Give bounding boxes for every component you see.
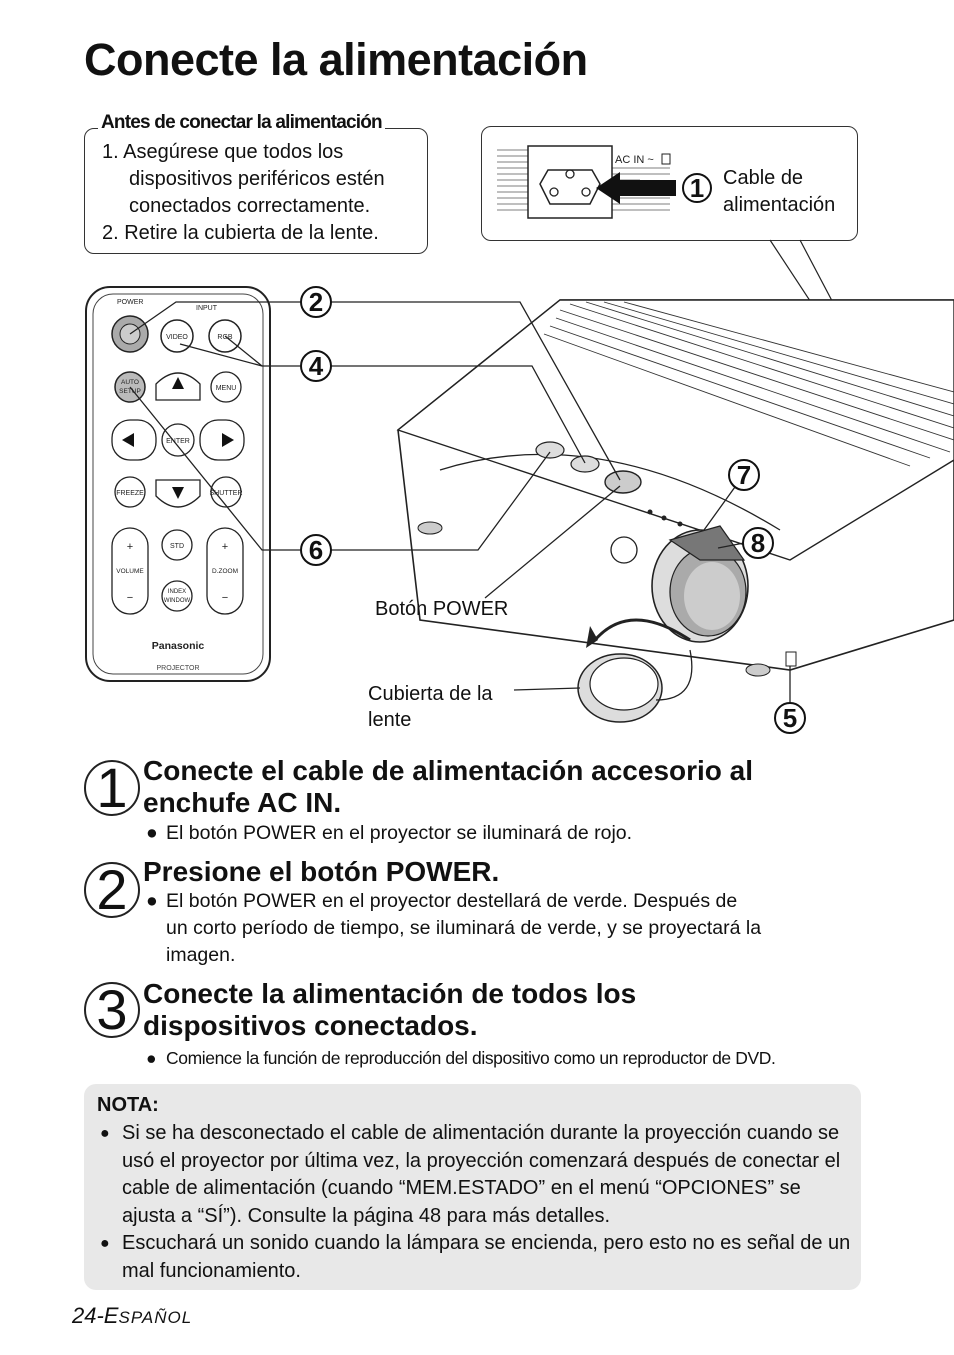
step-note-text: un corto período de tiempo, se iluminará de verde, y se proyectará la [166, 917, 762, 939]
remote-zoom-plus: + [221, 541, 229, 553]
step-note: ● El botón POWER en el proyector se iluminará de rojo. [146, 822, 633, 844]
note-list [100, 1120, 852, 1285]
remote-freeze-label: FREEZE [116, 490, 144, 497]
remote-zoom-minus: − [221, 592, 229, 604]
step-number: 1 [84, 760, 140, 816]
lens-cover-label-line: Cubierta de la [368, 683, 493, 705]
callout-4: 4 [308, 351, 324, 381]
power-button-label: Botón POWER [375, 598, 509, 620]
step-heading-line: enchufe AC IN. [143, 787, 342, 818]
step-number: 3 [84, 982, 140, 1038]
remote-setup-label: SETUP [119, 388, 141, 395]
page-title: Conecte la alimentación [84, 34, 588, 85]
step-heading-line: Conecte el cable de alimentación accesorio al [143, 755, 754, 786]
note-item: ● Escuchará un sonido cuando la lámpara se encienda, pero esto no es señal de un mal funcionamiento. [100, 1230, 852, 1285]
remote-shutter-label: SHUTTER [209, 490, 243, 497]
callout-8: 8 [750, 528, 766, 558]
note-item: ● Si se ha desconectado el cable de alimentación durante la proyección cuando se usó el proyector por última vez, la proyección comenzará después de conectar el cable de alimentación (cuando “MEM.ESTADO” en el menú “OPCIONES” se ajusta a “SÍ”). Consulte la página 48 para más detalles. [100, 1120, 852, 1230]
remote-model: PROJECTOR [156, 665, 200, 672]
callout-7: 7 [736, 460, 752, 490]
remote-input-label: INPUT [196, 305, 217, 312]
cable-label-line: Cable de [723, 167, 804, 189]
remote-dzoom-label: D.ZOOM [212, 568, 238, 575]
step-note-text: El botón POWER en el proyector se iluminará de rojo. [166, 822, 633, 844]
remote-index-label: INDEX [167, 589, 187, 595]
note-title: NOTA: [97, 1094, 159, 1116]
step-note: ● El botón POWER en el proyector destellará de verde. Después de un corto período de tiempo, se iluminará de verde, y se proyectará la imagen. [146, 888, 761, 969]
cable-label-line: alimentación [723, 194, 836, 216]
remote-brand: Panasonic [151, 640, 205, 652]
remote-video-label: VIDEO [166, 334, 188, 341]
page-language: SPAÑOL [118, 1308, 193, 1327]
callout-1: 1 [689, 173, 705, 203]
step-note: ● Comience la función de reproducción del dispositivo como un reproductor de DVD. [146, 1048, 776, 1068]
pre-connection-line: 1. Asegúrese que todos los [102, 141, 344, 163]
step-number: 2 [84, 862, 140, 918]
lens-cover-label [368, 681, 493, 733]
page-footer [72, 1303, 192, 1329]
remote-menu-label: MENU [215, 385, 237, 392]
step-heading [143, 856, 499, 888]
remote-control [86, 287, 270, 681]
step-note-text: El botón POWER en el proyector destellará de verde. Después de [166, 890, 738, 912]
remote-vol-minus: − [126, 592, 134, 604]
pre-connection-line: 2. Retire la cubierta de la lente. [102, 222, 379, 244]
step-heading-line: dispositivos conectados. [143, 1010, 478, 1041]
step-note-text: Comience la función de reproducción del dispositivo como un reproductor de DVD. [166, 1048, 776, 1068]
callout-2: 2 [308, 287, 324, 317]
step-heading [143, 755, 753, 819]
pre-connection-line-text: conectados correctamente. [129, 195, 371, 217]
remote-window-label: WINDOW [163, 598, 191, 604]
remote-enter-label: ENTER [166, 438, 190, 445]
ac-inlet-detail [497, 146, 711, 218]
step-heading-line: Conecte la alimentación de todos los [143, 978, 637, 1009]
page-number: 24-E [72, 1303, 119, 1328]
remote-auto-label: AUTO [121, 379, 139, 386]
remote-volume-label: VOLUME [116, 568, 144, 575]
step-note-text: imagen. [166, 944, 236, 966]
pre-connection-legend: Antes de conectar la alimentación [98, 112, 385, 134]
step-heading [143, 978, 636, 1042]
pre-connection-line-text: dispositivos periféricos estén [129, 168, 385, 190]
callout-6: 6 [308, 535, 324, 565]
remote-vol-plus: + [126, 541, 134, 553]
remote-power-label: POWER [117, 299, 144, 306]
ac-in-label: AC IN ~ [615, 154, 654, 166]
callout-5: 5 [782, 703, 798, 733]
remote-std-label: STD [170, 543, 184, 550]
step-heading-line: Presione el botón POWER. [143, 856, 500, 887]
remote-rgb-label: RGB [217, 334, 233, 341]
lens-cover-label-line: lente [368, 709, 412, 731]
